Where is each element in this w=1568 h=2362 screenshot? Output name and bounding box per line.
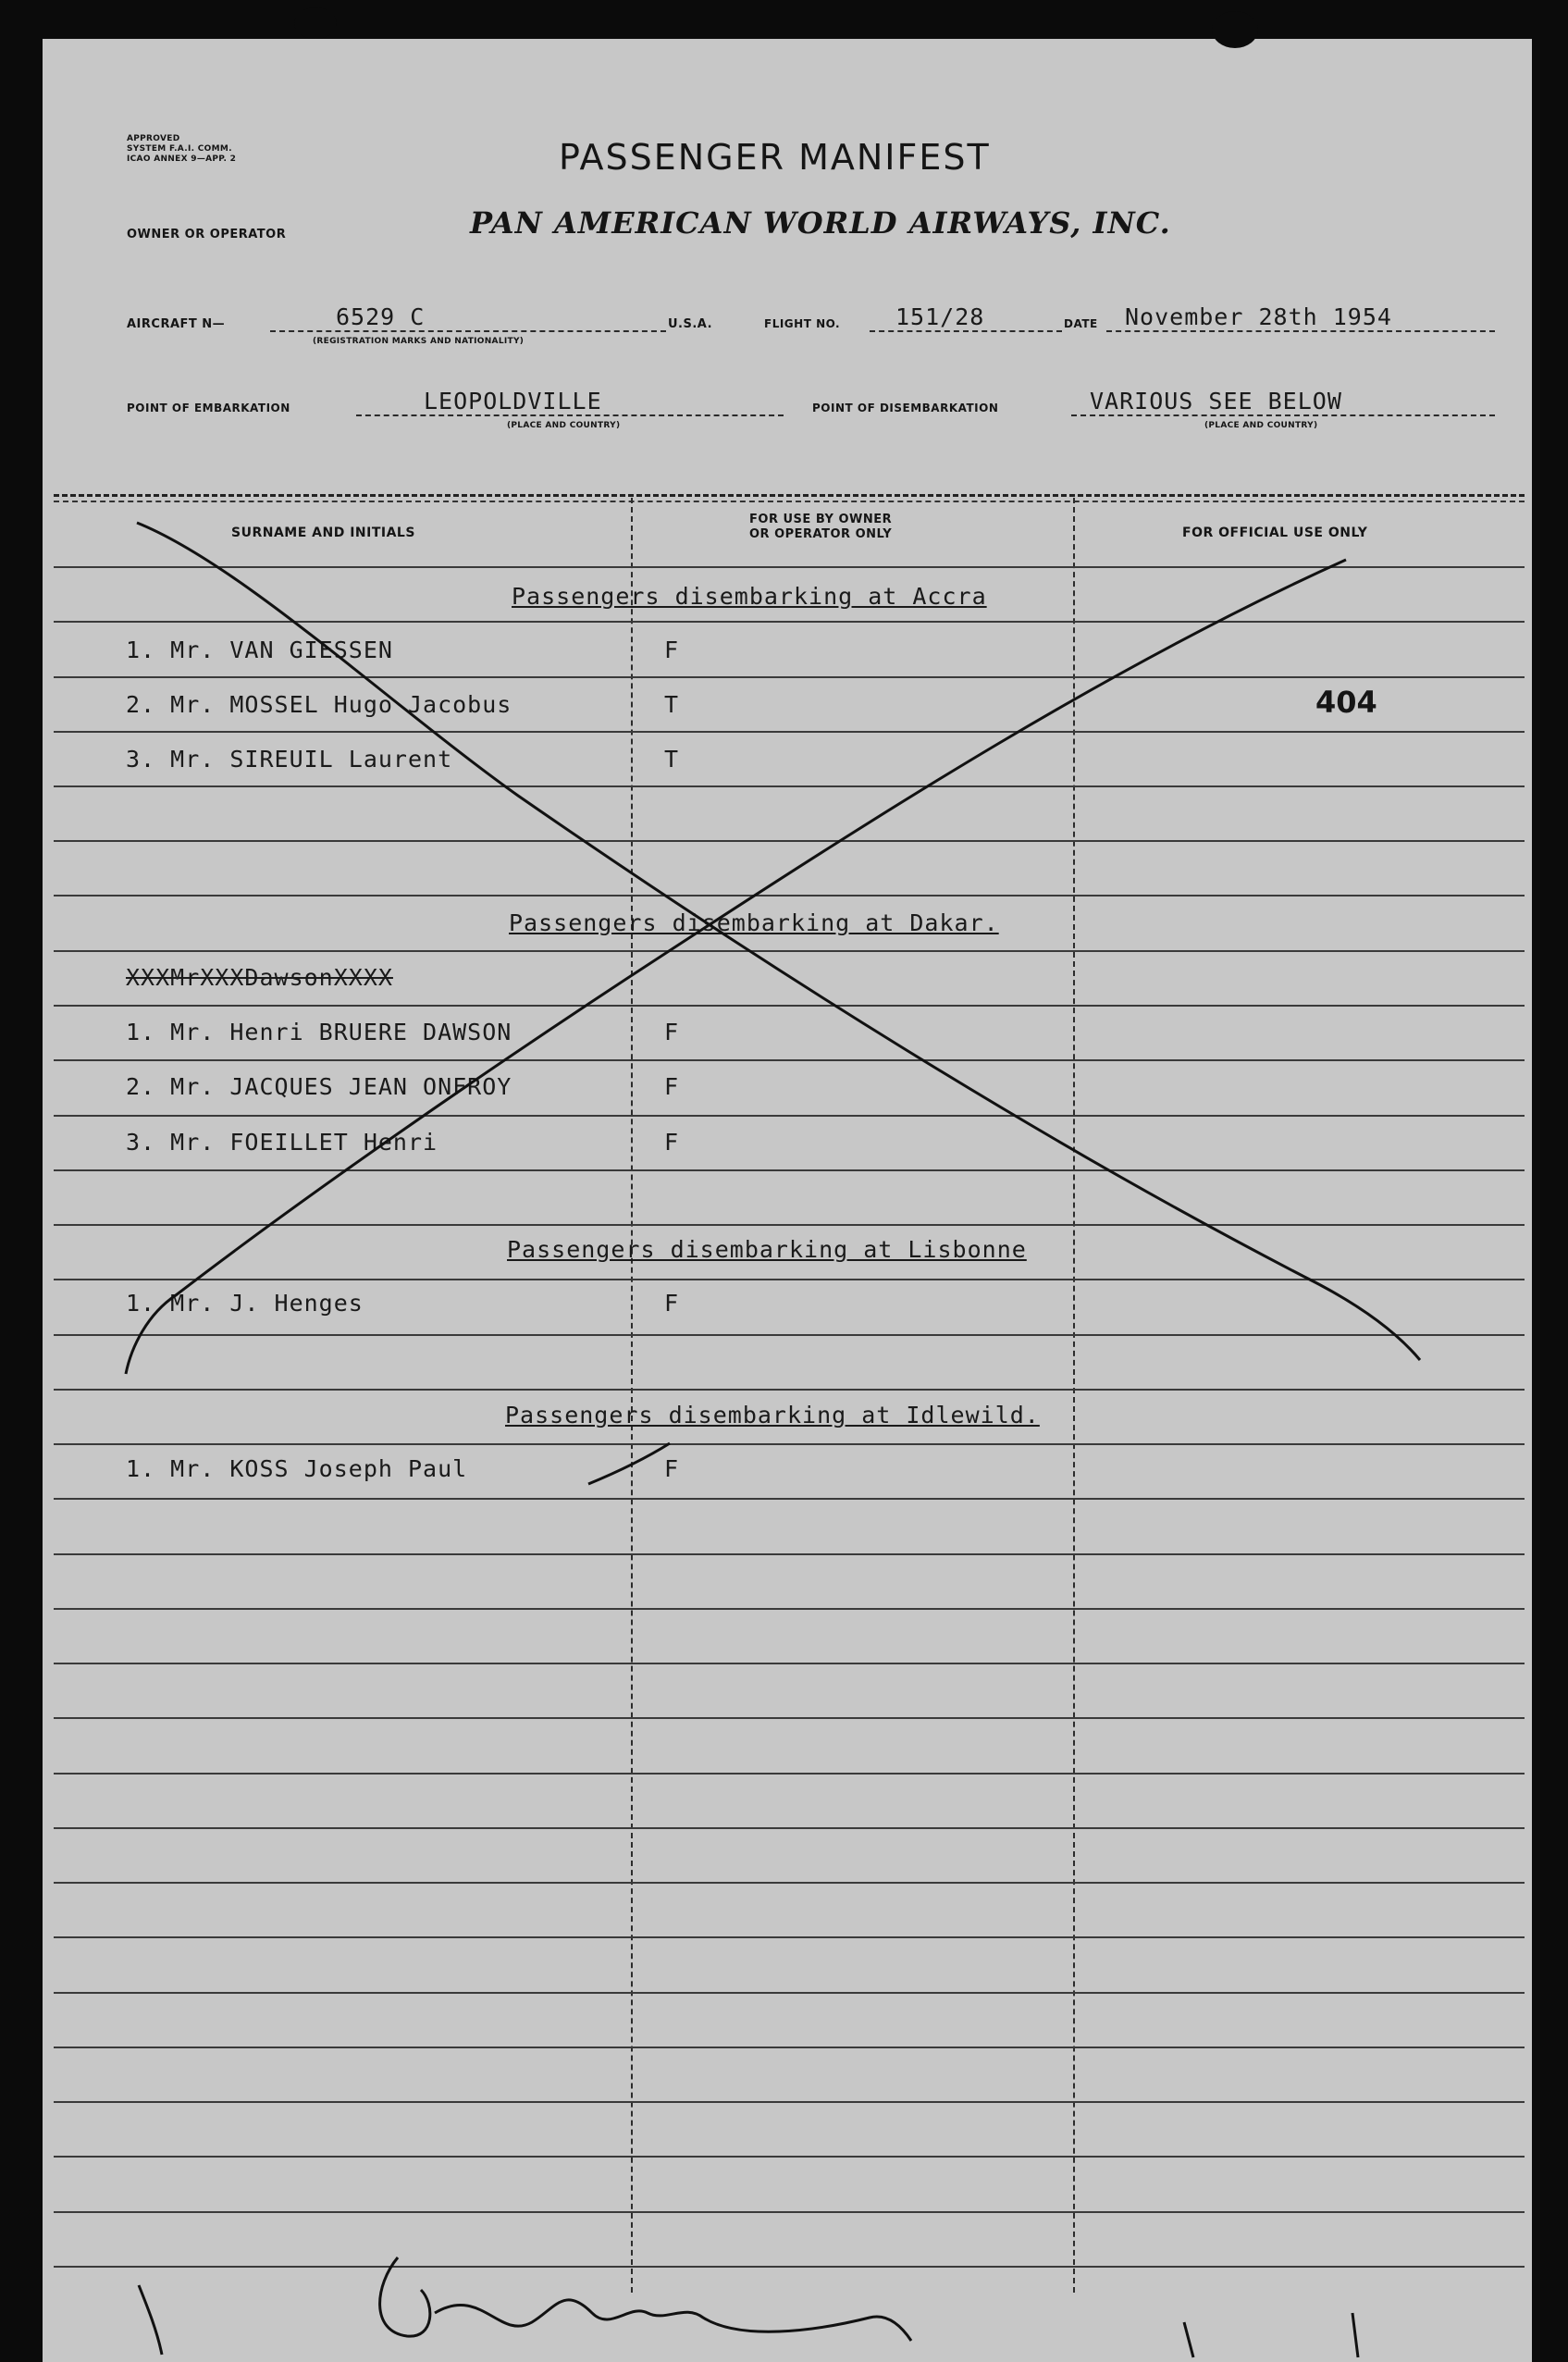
check-stroke (588, 1443, 670, 1484)
cross-out-stroke-1 (137, 523, 1420, 1360)
passenger-name: 1. Mr. VAN GIESSEN (126, 637, 393, 663)
passenger-name: 1. Mr. J. Henges (126, 1290, 364, 1317)
passenger-code: F (664, 1290, 680, 1317)
cross-out-stroke-2 (126, 560, 1346, 1374)
approval-line-2: SYSTEM F.A.I. COMM. (127, 144, 232, 154)
section-heading-idlewild: Passengers disembarking at Idlewild. (505, 1402, 1040, 1428)
passenger-code: F (664, 1019, 680, 1045)
disembark-sub: (PLACE AND COUNTRY) (1204, 421, 1318, 430)
passenger-code: F (664, 1455, 680, 1482)
passenger-name: 2. Mr. JACQUES JEAN ONFROY (126, 1073, 512, 1100)
passenger-code: T (664, 746, 680, 773)
embark-value: LEOPOLDVILLE (424, 388, 602, 414)
passenger-code: F (664, 637, 680, 663)
approval-line-3: ICAO ANNEX 9—APP. 2 (127, 155, 237, 164)
aircraft-value: 6529 C (336, 303, 426, 330)
official-stamp-number: 404 (1315, 685, 1377, 720)
carrier-name: PAN AMERICAN WORLD AIRWAYS, INC. (470, 205, 1171, 241)
signature-mark (380, 2257, 911, 2341)
flight-label: FLIGHT NO. (764, 317, 841, 330)
passenger-name: 3. Mr. SIREUIL Laurent (126, 746, 453, 773)
embark-sub: (PLACE AND COUNTRY) (507, 421, 621, 430)
embark-label: POINT OF EMBARKATION (127, 402, 290, 414)
page-mark-1 (1184, 2322, 1193, 2357)
page-mark-2 (1352, 2313, 1358, 2357)
usa-label: U.S.A. (668, 317, 713, 331)
disembark-label: POINT OF DISEMBARKATION (812, 402, 999, 414)
col-header-owner-line-2: OR OPERATOR ONLY (749, 527, 893, 541)
flight-value: 151/28 (895, 303, 985, 330)
date-label: DATE (1064, 317, 1098, 330)
passenger-name: 1. Mr. Henri BRUERE DAWSON (126, 1019, 512, 1045)
date-value: November 28th 1954 (1125, 303, 1392, 330)
passenger-name: 2. Mr. MOSSEL Hugo Jacobus (126, 691, 512, 718)
aircraft-label: AIRCRAFT N— (127, 317, 226, 331)
col-header-official: FOR OFFICIAL USE ONLY (1182, 526, 1368, 540)
passenger-name: 1. Mr. KOSS Joseph Paul (126, 1455, 468, 1482)
owner-label: OWNER OR OPERATOR (127, 228, 287, 241)
disembark-value: VARIOUS SEE BELOW (1090, 388, 1342, 414)
passenger-code: F (664, 1129, 680, 1156)
section-heading-dakar: Passengers disembarking at Dakar. (509, 909, 999, 936)
initial-mark-left (139, 2285, 162, 2355)
approval-line-1: APPROVED (127, 134, 180, 143)
passenger-code: F (664, 1073, 680, 1100)
struck-entry: XXXMrXXXDawsonXXXX (126, 964, 393, 991)
page-title: PASSENGER MANIFEST (559, 137, 991, 178)
passenger-name: 3. Mr. FOEILLET Henri (126, 1129, 438, 1156)
col-header-surname: SURNAME AND INITIALS (231, 526, 415, 540)
passenger-code: T (664, 691, 680, 718)
section-heading-lisbonne: Passengers disembarking at Lisbonne (507, 1236, 1027, 1263)
section-heading-accra: Passengers disembarking at Accra (512, 583, 987, 610)
col-header-owner-line-1: FOR USE BY OWNER (749, 513, 893, 526)
aircraft-sub: (REGISTRATION MARKS AND NATIONALITY) (313, 337, 525, 346)
